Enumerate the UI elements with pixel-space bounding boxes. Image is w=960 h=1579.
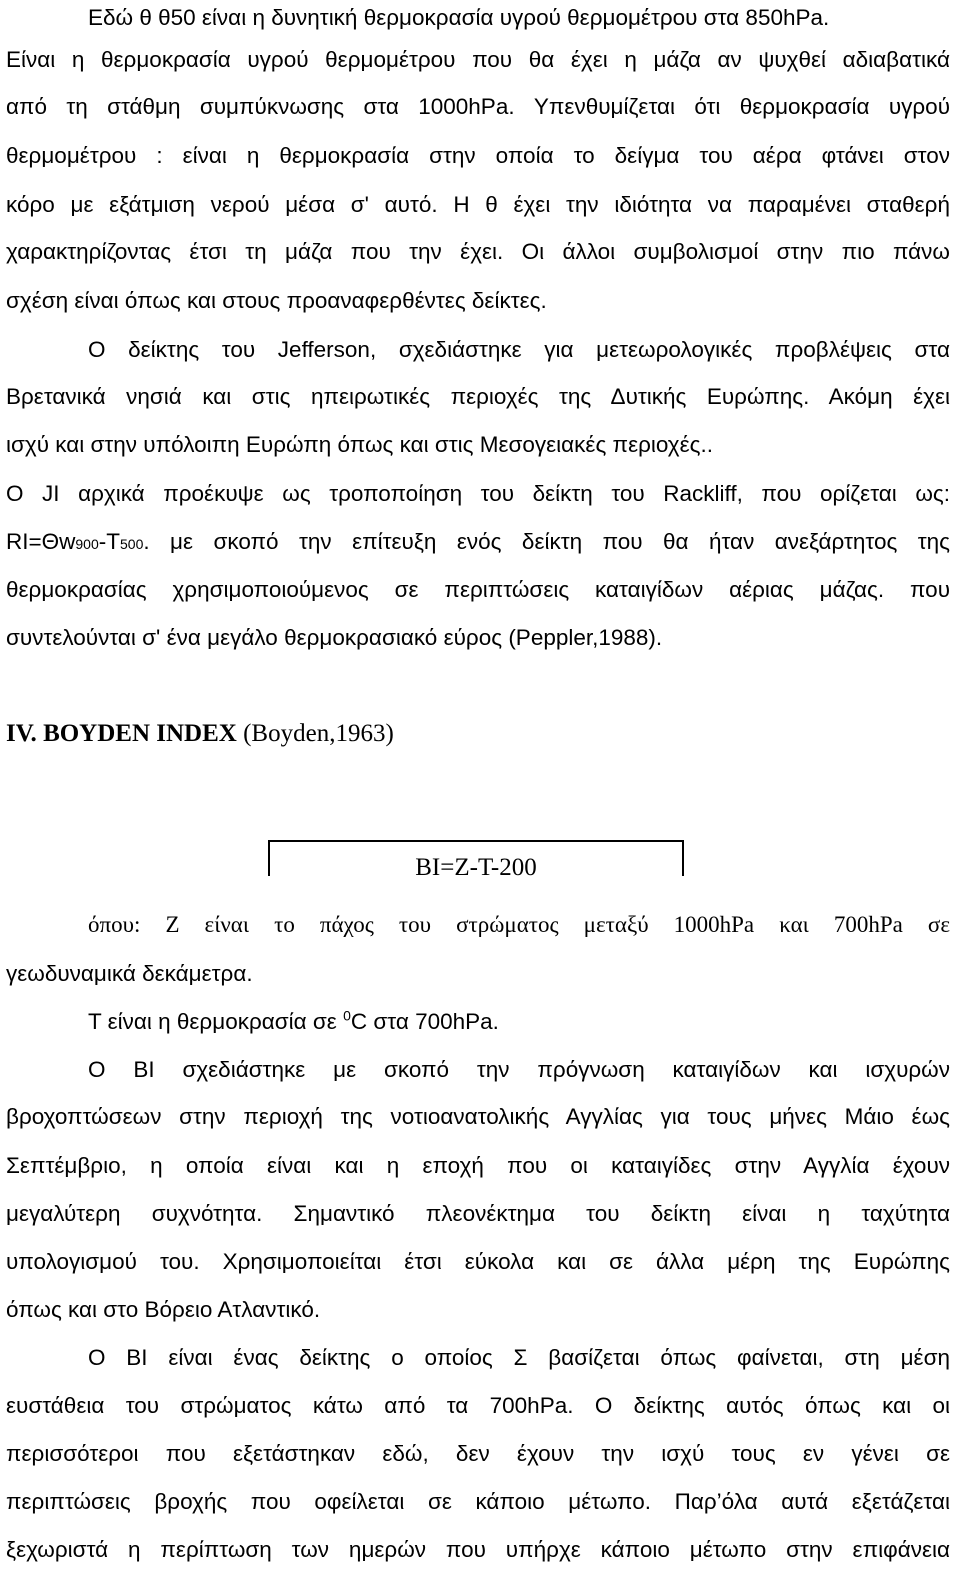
text-line: θερμομέτρου : είναι η θερμοκρασία στην οποία το δείγμα του αέρα φτάνει στον (6, 143, 950, 168)
text-line: Βρετανικά νησιά και στις ηπειρωτικές περιοχές της Δυτικής Ευρώπης. Ακόμη έχει (6, 384, 950, 409)
subscript-500: 500 (120, 536, 144, 552)
temp-def-post: C στα 700hPa. (350, 1009, 499, 1034)
text-line: περιπτώσεις βροχής που οφείλεται σε κάποιο μέτωπο. Παρ’όλα αυτά εξετάζεται (6, 1489, 950, 1514)
text-line: Ο ΒΙ σχεδιάστηκε με σκοπό την πρόγνωση καταιγίδων και ισχυρών (88, 1057, 950, 1082)
text-line: συντελούνται σ' ένα μεγάλο θερμοκρασιακό εύρος (Peppler,1988). (6, 625, 663, 650)
text-line: θερμοκρασίας χρησιμοποιούμενος σε περιπτώσεις καταιγίδων αέριας μάζας. που (6, 577, 950, 602)
text-line: όπου: Z είναι το πάχος του στρώματος μεταξύ 1000hPa και 700hPa σε (88, 912, 950, 937)
text-line: χαρακτηρίζοντας έτσι τη μάζα που την έχει. Οι άλλοι συμβολισμοί στην πιο πάνω (6, 239, 950, 264)
text-line: Εδώ θ θ50 είναι η δυνητική θερμοκρασία υγρού θερμομέτρου στα 850hPa. (88, 5, 830, 30)
subscript-900: 900 (75, 536, 99, 552)
formula-box (268, 840, 684, 876)
text-line: γεωδυναμικά δεκάμετρα. (6, 961, 253, 986)
text-line: όπως και στο Βόρειο Ατλαντικό. (6, 1297, 321, 1322)
text-line: βροχοπτώσεων στην περιοχή της νοτιοανατολικής Αγγλίας για τους μήνες Μάιο έως (6, 1104, 950, 1129)
text-line: κόρο με εξάτμιση νερού μέσα σ' αυτό. Η θ έχει την ιδιότητα να παραμένει σταθερή (6, 192, 950, 217)
text-line: υπολογισμού του. Χρησιμοποιείται έτσι εύκολα και σε άλλα μέρη της Ευρώπης (6, 1249, 950, 1274)
text-line: ευστάθεια του στρώματος κάτω από τα 700hPa. Ο δείκτης αυτός όπως και οι (6, 1393, 950, 1418)
text-line: ξεχωριστά η περίπτωση των ημερών που υπήρχε κάποιο μέτωπο στην επιφάνεια (6, 1537, 950, 1562)
ri-symbol: RI=Θw (6, 529, 76, 554)
text-line-temperature-def (6, 1002, 950, 1042)
minus-t: -T (98, 529, 120, 554)
text-line: περισσότεροι που εξετάστηκαν εδώ, δεν έχουν την ισχύ τους εν γένει σε (6, 1441, 950, 1466)
section-number: IV. (6, 720, 37, 747)
section-heading (6, 712, 394, 756)
text-line: Είναι η θερμοκρασία υγρού θερμομέτρου που θα έχει η μάζα αν ψυχθεί αδιαβατικά (6, 47, 950, 72)
ri-rest: . με σκοπό την επίτευξη ενός δείκτη που θα ήταν ανεξάρτητος της (143, 529, 950, 554)
text-line: Σεπτέμβριο, η οποία είναι και η εποχή που οι καταιγίδες στην Αγγλία έχουν (6, 1153, 950, 1178)
formula-text: BI=Z-T-200 (415, 854, 537, 876)
degree-superscript: 0 (343, 1007, 351, 1024)
text-line: Ο ΒΙ είναι ένας δείκτης ο οποίος Σ βασίζεται όπως φαίνεται, στη μέση (88, 1345, 950, 1370)
text-line: από τη στάθμη συμπύκνωσης στα 1000hPa. Υπενθυμίζεται ότι θερμοκρασία υγρού (6, 94, 950, 119)
text-line-ri-formula (6, 522, 950, 562)
text-line: μεγαλύτερη συχνότητα. Σημαντικό πλεονέκτημα του δείκτη είναι η ταχύτητα (6, 1201, 950, 1226)
text-line: σχέση είναι όπως και στους προαναφερθέντες δείκτες. (6, 288, 547, 313)
text-line: Ο JI αρχικά προέκυψε ως τροποποίηση του δείκτη του Rackliff, που ορίζεται ως: (6, 481, 950, 506)
text-line: Ο δείκτης του Jefferson, σχεδιάστηκε για μετεωρολογικές προβλέψεις στα (88, 337, 950, 362)
section-title: BOYDEN INDEX (43, 720, 237, 747)
text-line: ισχύ και στην υπόλοιπη Ευρώπη όπως και στις Μεσογειακές περιοχές.. (6, 432, 713, 457)
section-citation: (Boyden,1963) (243, 720, 394, 747)
temp-def-pre: T είναι η θερμοκρασία σε (88, 1009, 344, 1034)
